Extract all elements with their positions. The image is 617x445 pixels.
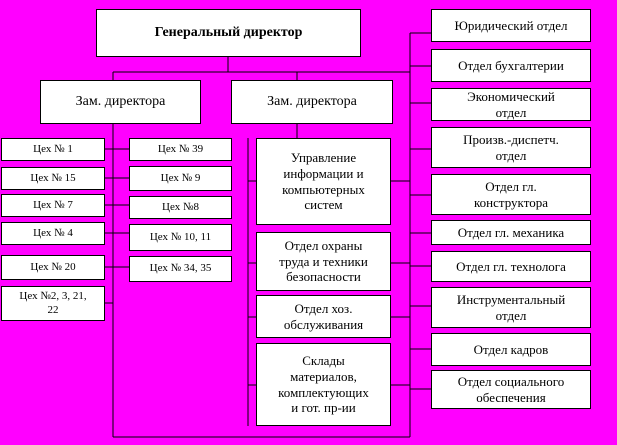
chief-designer-department-box: Отдел гл. конструктора (431, 174, 591, 215)
workshop-9-box: Цех № 9 (129, 166, 232, 191)
workshop-8-box: Цех №8 (129, 196, 232, 219)
workshop-1-box: Цех № 1 (1, 138, 105, 161)
warehouses-box: Склады материалов, комплектующих и гот. пр-ии (256, 343, 391, 426)
workshop-2-3-21-22-box: Цех №2, 3, 21, 22 (1, 286, 105, 321)
labor-safety-box: Отдел охраны труда и техники безопасности (256, 232, 391, 291)
maintenance-box: Отдел хоз. обслуживания (256, 295, 391, 338)
workshop-20-box: Цех № 20 (1, 255, 105, 280)
workshop-4-box: Цех № 4 (1, 222, 105, 245)
deputy-right-box: Зам. директора (231, 80, 393, 124)
info-systems-box: Управление информации и компьютерных систем (256, 138, 391, 225)
dispatch-department-box: Произв.-диспетч. отдел (431, 127, 591, 168)
chief-mechanic-department-box: Отдел гл. механика (431, 220, 591, 245)
economic-department-box: Экономический отдел (431, 88, 591, 121)
workshop-10-11-box: Цех № 10, 11 (129, 224, 232, 251)
workshop-34-35-box: Цех № 34, 35 (129, 256, 232, 282)
social-security-department-box: Отдел социального обеспечения (431, 370, 591, 409)
chief-technologist-department-box: Отдел гл. технолога (431, 251, 591, 282)
workshop-15-box: Цех № 15 (1, 167, 105, 190)
legal-department-box: Юридический отдел (431, 9, 591, 42)
hr-department-box: Отдел кадров (431, 333, 591, 366)
workshop-39-box: Цех № 39 (129, 138, 232, 161)
ceo-box: Генеральный директор (96, 9, 361, 57)
workshop-7-box: Цех № 7 (1, 194, 105, 217)
tool-department-box: Инструментальный отдел (431, 287, 591, 328)
deputy-left-box: Зам. директора (40, 80, 201, 124)
accounting-department-box: Отдел бухгалтерии (431, 49, 591, 82)
